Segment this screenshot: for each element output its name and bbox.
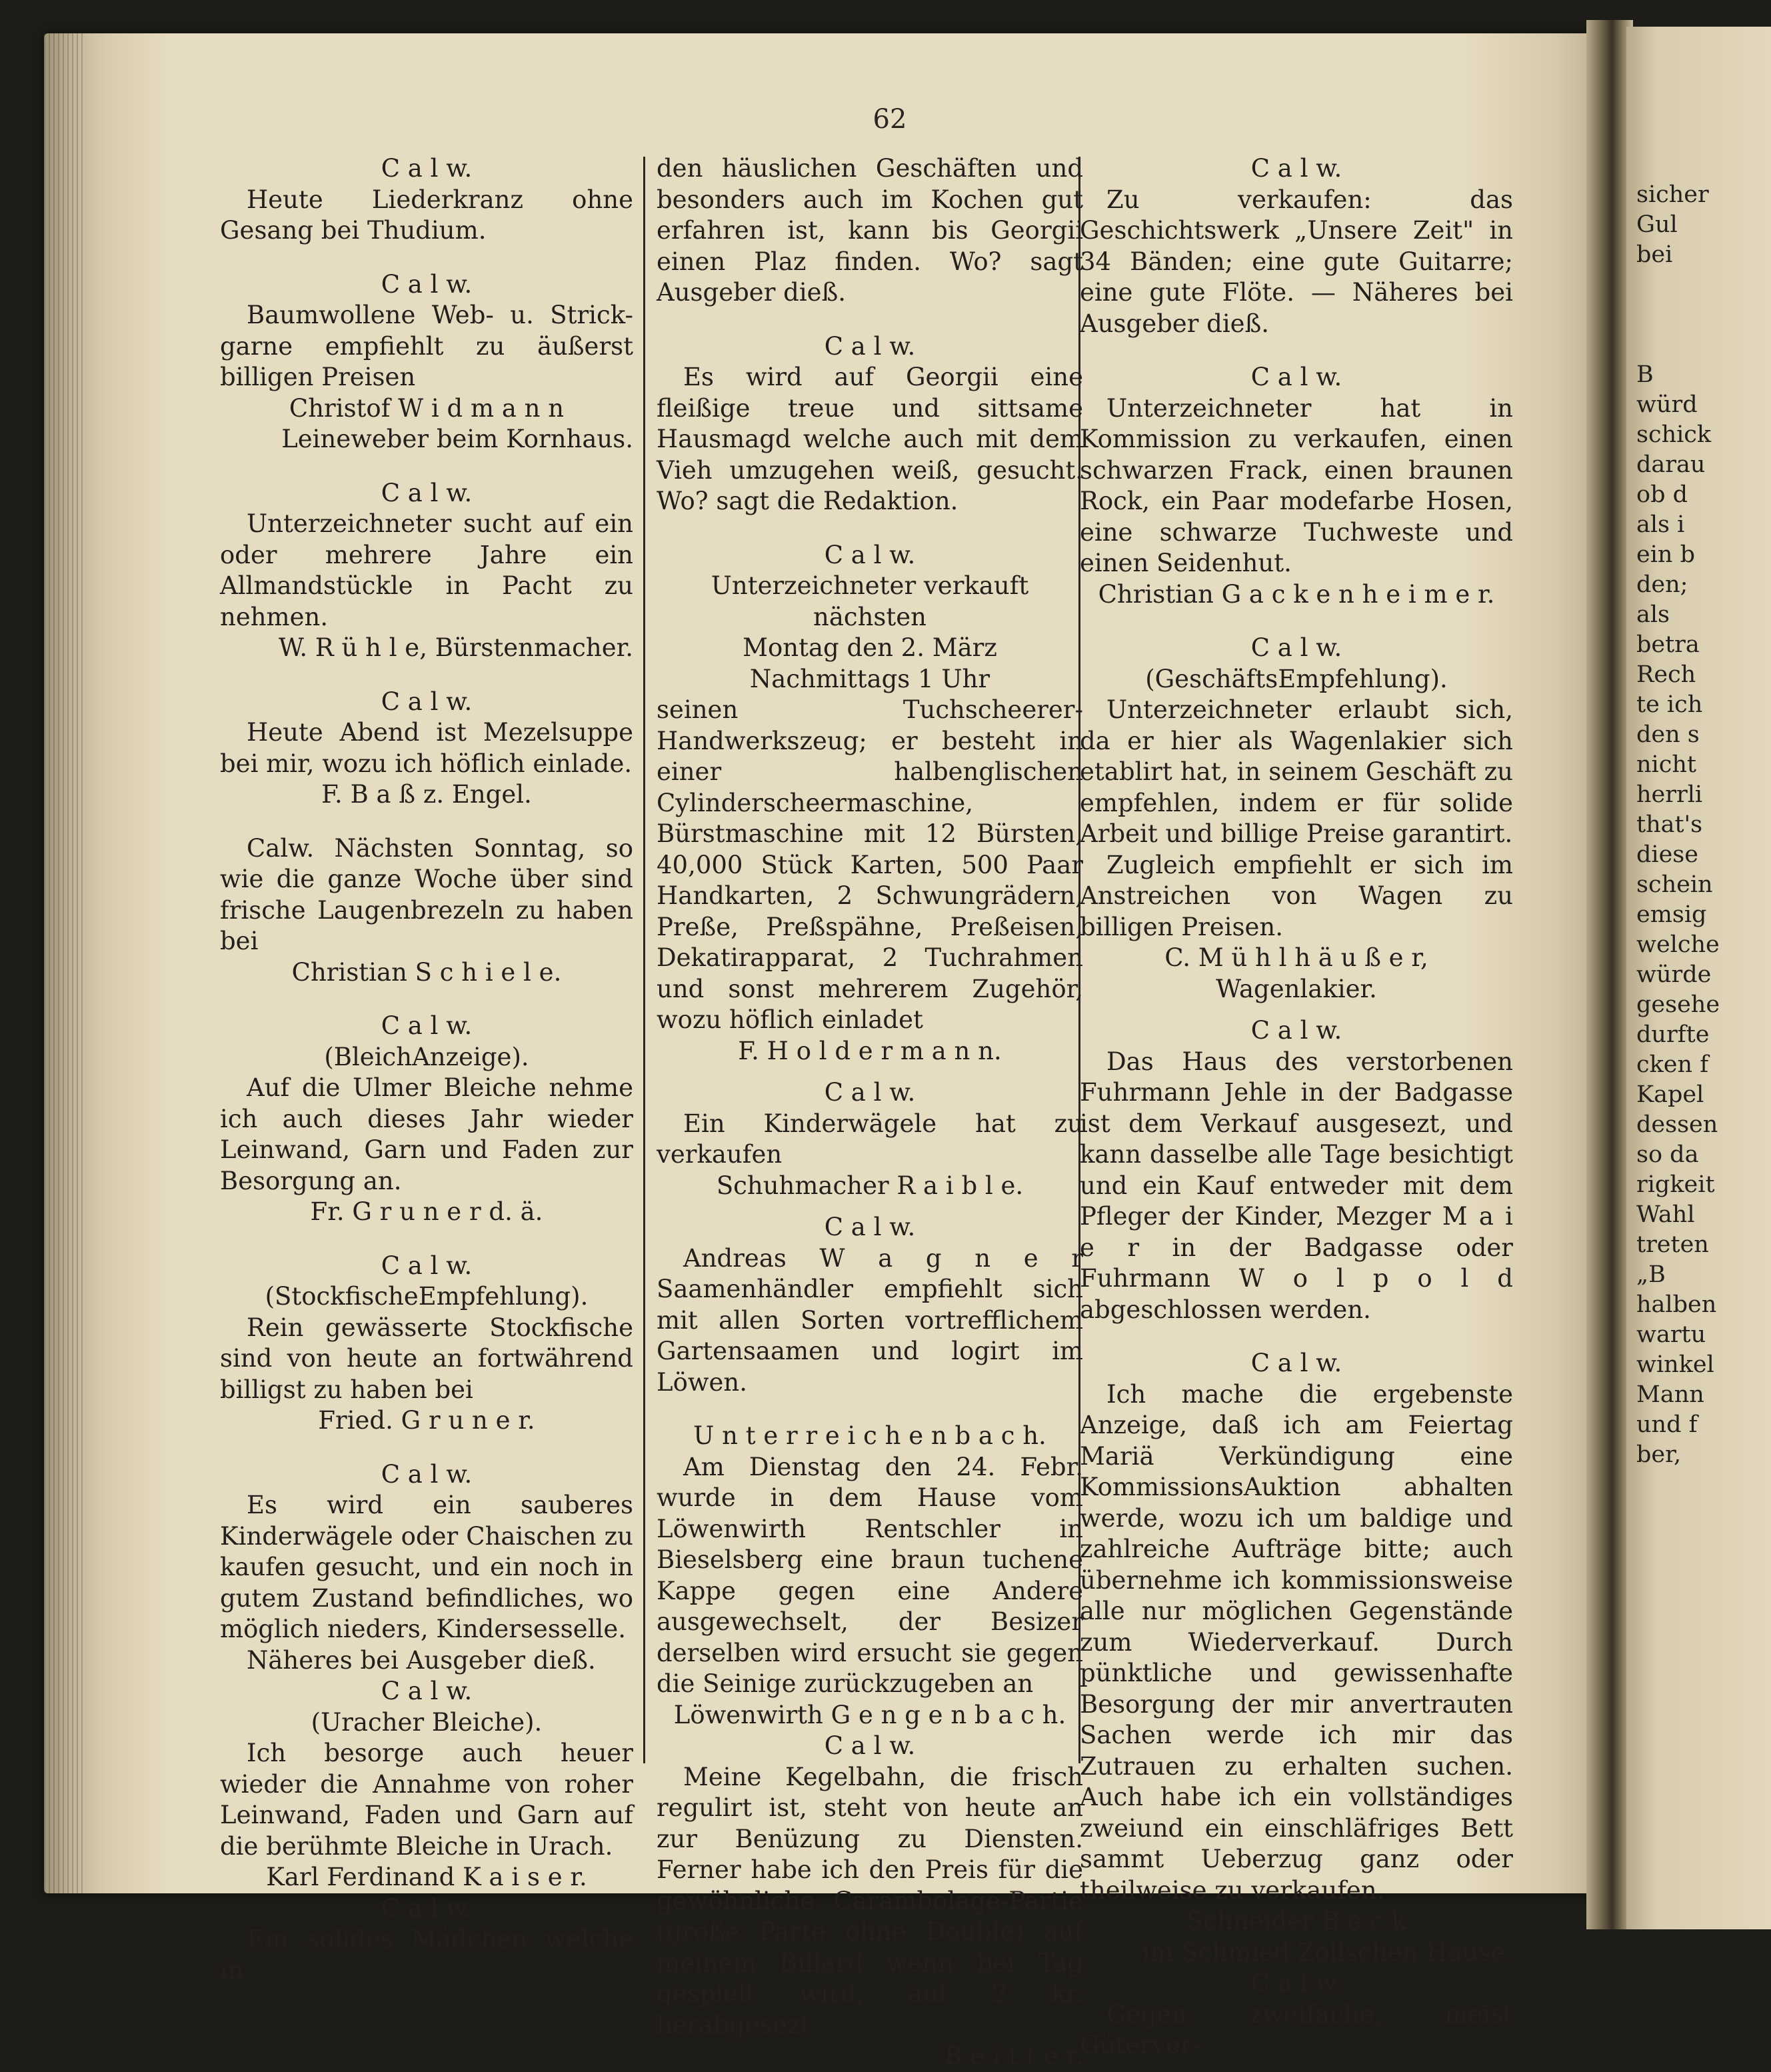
text-line: winkel [1636, 1351, 1714, 1378]
text-paragraph: im Schmied Zollschen Hause. [1142, 1937, 1513, 1967]
text-paragraph: Heute Abend ist Mezelsuppe bei mir, wozu ich höflich einlade. [220, 718, 633, 778]
spacer [220, 664, 633, 687]
page-number: 62 [873, 104, 907, 135]
text-line: durfte [1636, 1021, 1710, 1048]
heading-line: Löwenwirth G e n g e n b a c h. [673, 1700, 1066, 1729]
heading-line: C a l w. [381, 1251, 473, 1280]
heading-line: F. H o l d e r m a n n. [738, 1036, 1002, 1065]
text-paragraph: Unterzeichneter sucht auf ein oder mehrere Jahre ein Allmandstückle in Pacht zu nehmen. [220, 509, 633, 631]
right-page-column [1636, 180, 1770, 1793]
heading-line: Wagenlakier. [1216, 974, 1377, 1003]
text-paragraph: W. R ü h l e, Bürstenmacher. [278, 633, 633, 662]
spacer [1080, 610, 1513, 633]
text-line: ein b [1636, 541, 1695, 568]
heading-line: (BleichAnzeige). [324, 1042, 529, 1071]
text-paragraph: Am Dienstag den 24. Febr. wurde in dem Hause vom Löwenwirth Rentschler in Bieselsberg eine braun tuchene Kappe gegen eine Andere ausgewechselt, der Besizer derselben wird ersucht sie gegen die Seinige zurückzugeben an [657, 1452, 1083, 1698]
text-paragraph: Rein gewässerte Stockfische sind von heute an fortwährend billigst zu haben bei [220, 1313, 633, 1404]
spacer [220, 247, 633, 269]
spacer [220, 1228, 633, 1251]
text-paragraph: Gegen zweifache, meist Güterver- [1080, 1999, 1513, 2059]
column-2 [657, 153, 1083, 2070]
spacer [220, 988, 633, 1011]
text-paragraph: Zugleich empfiehlt er sich im Anstreichen von Wagen zu billigen Preisen. [1080, 850, 1513, 941]
heading-line: C a l w. [381, 1893, 473, 1923]
text-line: Gul [1636, 211, 1678, 238]
page-edges [44, 33, 84, 1893]
text-line: cken f [1636, 1051, 1709, 1078]
text-line [1636, 300, 1770, 330]
heading-line: Fr. G r u n e r d. ä. [310, 1197, 543, 1226]
text-line: gesehe [1636, 991, 1720, 1018]
heading-line: F. B a ß z. Engel. [321, 780, 532, 809]
spacer [220, 455, 633, 478]
column-rule [643, 157, 645, 1763]
text-line: Kapel [1636, 1081, 1704, 1108]
text-paragraph: Calw. Nächsten Sonntag, so wie die ganze Woche über sind frische Laugenbrezeln zu haben bei [220, 833, 633, 955]
text-line: welche [1636, 931, 1720, 958]
heading-line: C a l w. [1250, 1349, 1342, 1377]
heading-line: Karl Ferdinand K a i s e r. [266, 1863, 587, 1891]
text-line [1636, 270, 1770, 300]
text-line: sicher [1636, 181, 1709, 208]
text-line: dessen [1636, 1111, 1718, 1138]
heading-line: (Uracher Bleiche). [311, 1707, 543, 1737]
text-line: diese [1636, 841, 1698, 868]
text-line: wartu [1636, 1321, 1706, 1348]
text-line: als [1636, 601, 1670, 628]
text-line: that's [1636, 811, 1703, 838]
heading-line: C a l w. [381, 1459, 473, 1489]
heading-line: C a l w. [1250, 154, 1342, 183]
heading-line: U n t e r r e i c h e n b a c h. [693, 1421, 1046, 1450]
heading-line: C. M ü h l h ä u ß e r, [1164, 943, 1428, 972]
spacer [657, 1067, 1083, 1077]
text-line: würd [1636, 391, 1698, 418]
heading-line: Schneider B e c k [1186, 1907, 1406, 1935]
text-paragraph: Ich mache die ergebenste Anzeige, daß ich am Feiertag Mariä Verkündigung eine KommissionsAuktion abhalten werde, wozu ich um baldige und zahlreiche Aufträge bitte; auch übernehme ich kommissionsweise alle nur möglichen Gegenstände zum Wiederverkauf. Durch pünktliche und gewissenhafte Besorgung der mir anvertrauten Sachen werde ich mir das Zutrauen zu erhalten suchen. Auch habe ich ein vollständiges zweiund ein einschläfriges Bett sammt Ueberzug ganz oder theilweise zu verkaufen. [1080, 1379, 1513, 1905]
heading-line: C a l w. [1250, 1016, 1342, 1045]
text-line: schein [1636, 871, 1713, 898]
heading-line: C a l w. [824, 540, 916, 569]
text-line: treten [1636, 1231, 1709, 1258]
heading-line: Christian G a c k e n h e i m e r. [1098, 579, 1495, 609]
heading-line: C a l w. [1250, 1969, 1342, 1997]
text-line: Mann [1636, 1381, 1704, 1408]
text-line: herrli [1636, 781, 1703, 808]
text-line: Rech [1636, 661, 1696, 688]
text-line: betra [1636, 631, 1700, 658]
text-paragraph: Unterzeichneter erlaubt sich, da er hier als Wagenlakier sich etablirt hat, in seinem Geschäft zu empfehlen, indem er für solide Arbeit und billige Preise garantirt. [1080, 695, 1513, 848]
heading-line: (GeschäftsEmpfehlung). [1145, 664, 1448, 693]
heading-line: Nachmittags 1 Uhr [749, 664, 990, 693]
text-line: B [1636, 361, 1654, 388]
spacer [1080, 1325, 1513, 1348]
text-line: den s [1636, 721, 1700, 748]
text-line: halben [1636, 1291, 1717, 1318]
text-paragraph: Näheres bei Ausgeber dieß. [247, 1645, 596, 1675]
text-line: „B [1636, 1261, 1666, 1288]
text-line: nicht [1636, 751, 1696, 778]
text-line: ber, [1636, 1441, 1682, 1468]
spacer [220, 1437, 633, 1459]
text-paragraph: Das Haus des verstorbenen Fuhrmann Jehle in der Badgasse ist dem Verkauf ausgesezt, und kann dasselbe alle Tage besichtigt und ein Kauf entweder mit dem Pfleger der Kinder, Mezger M a i e r in der Badgasse oder Fuhrmann W o l p o l d abgeschlossen werden. [1080, 1047, 1513, 1324]
heading-line: C a l w. [824, 1731, 916, 1760]
spacer [657, 1201, 1083, 1212]
column-3 [1080, 153, 1513, 2059]
text-line [1636, 330, 1770, 360]
spacer [657, 309, 1083, 331]
text-line: schick [1636, 421, 1712, 448]
text-paragraph: Es wird ein sauberes Kinderwägele oder Chaischen zu kaufen gesucht, und ein noch in gutem Zustand befindliches, wo möglich nieders, Kindersesselle. [220, 1491, 633, 1643]
heading-line: Unterzeichneter verkauft nächsten [711, 571, 1029, 631]
text-paragraph: B e i t t e r. [944, 2041, 1083, 2070]
heading-line: C a l w. [381, 1011, 473, 1040]
text-line: emsig [1636, 901, 1707, 928]
heading-line: C a l w. [824, 1213, 916, 1241]
text-line: und f [1636, 1411, 1698, 1438]
text-line: darau [1636, 451, 1706, 478]
column-1 [220, 153, 633, 1985]
text-line: ob d [1636, 481, 1688, 508]
text-line: als i [1636, 511, 1685, 538]
heading-line: C a l w. [824, 331, 916, 361]
text-paragraph: Unterzeichneter hat in Kommission zu verkaufen, einen schwarzen Frack, einen braunen Rock, ein Paar modefarbe Hosen, eine schwarze Tuchweste und einen Seidenhut. [1080, 393, 1513, 577]
text-line: den; [1636, 571, 1688, 598]
spacer [1080, 1005, 1513, 1015]
heading-line: C a l w. [1250, 363, 1342, 391]
heading-line: Christian S c h i e l e. [291, 957, 562, 987]
heading-line: C a l w. [1250, 633, 1342, 662]
spacer [657, 1398, 1083, 1421]
text-line: te ich [1636, 691, 1703, 718]
text-line: Wahl [1636, 1201, 1695, 1228]
spacer [657, 517, 1083, 540]
text-line: würde [1636, 961, 1712, 988]
heading-line: C a l w. [381, 269, 473, 299]
text-paragraph: Andreas W a g n e r Saamenhändler empfiehlt sich mit allen Sorten vortrefflichem Gartensaamen und logirt im Löwen. [657, 1243, 1083, 1397]
heading-line: C a l w. [381, 1677, 473, 1705]
heading-line: Fried. G r u n e r. [318, 1406, 535, 1435]
text-paragraph: Leineweber beim Kornhaus. [281, 425, 633, 453]
text-paragraph: Ein solides Mädchen welche in [220, 1925, 633, 1985]
text-paragraph: seinen Tuchscheerer-Handwerkszeug; er besteht in einer halbenglischen Cylinderscheermaschine, Bürstmaschine mit 12 Bürsten, 40,000 Stück Karten, 500 Paar Handkarten, 2 Schwungrädern, Preße, Preßspähne, Preßeisen, Dekatirapparat, 2 Tuchrahmen und sonst mehrerem Zugehör, wozu höflich einladet [657, 695, 1083, 1034]
heading-line: C a l w. [824, 1078, 916, 1107]
heading-line: Christof W i d m a n n [289, 393, 565, 423]
heading-line: C a l w. [381, 687, 473, 716]
spacer [220, 811, 633, 833]
spacer [1080, 339, 1513, 362]
text-line: so da [1636, 1141, 1699, 1168]
text-paragraph: Heute Liederkranz ohne Gesang bei Thudium. [220, 185, 633, 245]
text-paragraph: den häuslichen Geschäften und besonders auch im Kochen gut erfahren ist, kann bis Georgii einen Plaz finden. Wo? sagt Ausgeber dieß. [657, 154, 1083, 307]
heading-line: Montag den 2. März [743, 633, 997, 662]
text-paragraph: Baumwollene Web- u. Strick-garne empfiehlt zu äußerst billigen Preisen [220, 301, 633, 391]
text-line: rigkeit [1636, 1171, 1715, 1198]
text-paragraph: Ein Kinderwägele hat zu verkaufen [657, 1109, 1083, 1169]
text-line: bei [1636, 241, 1673, 268]
text-paragraph: Es wird auf Georgii eine fleißige treue und sittsame Hausmagd welche auch mit dem Vieh umzugehen weiß, gesucht. Wo? sagt die Redaktion. [657, 363, 1083, 515]
heading-line: C a l w. [381, 154, 473, 183]
text-paragraph: Meine Kegelbahn, die frisch regulirt ist, steht von heute an zur Benüzung zu Diensten. Ferner habe ich den Preis für die gewöhnliche Carambolage-Partie (große Parte ohne Double) auf meinem Billard wenn bei Tag gespielt wird, auf 2 kr. herabgesezt. [657, 1762, 1083, 2039]
heading-line: C a l w. [381, 478, 473, 507]
heading-line: (StockfischeEmpfehlung). [265, 1282, 589, 1311]
heading-line: Schuhmacher R a i b l e. [716, 1171, 1024, 1200]
text-paragraph: Zu verkaufen: das Geschichtswerk „Unsere Zeit" in 34 Bänden; eine gute Guitarre; eine gute Flöte. — Näheres bei Ausgeber dieß. [1080, 185, 1513, 338]
text-paragraph: Auf die Ulmer Bleiche nehme ich auch dieses Jahr wieder Leinwand, Garn und Faden zur Besorgung an. [220, 1073, 633, 1195]
text-paragraph: Ich besorge auch heuer wieder die Annahme von roher Leinwand, Faden und Garn auf die berühmte Bleiche in Urach. [220, 1739, 633, 1861]
